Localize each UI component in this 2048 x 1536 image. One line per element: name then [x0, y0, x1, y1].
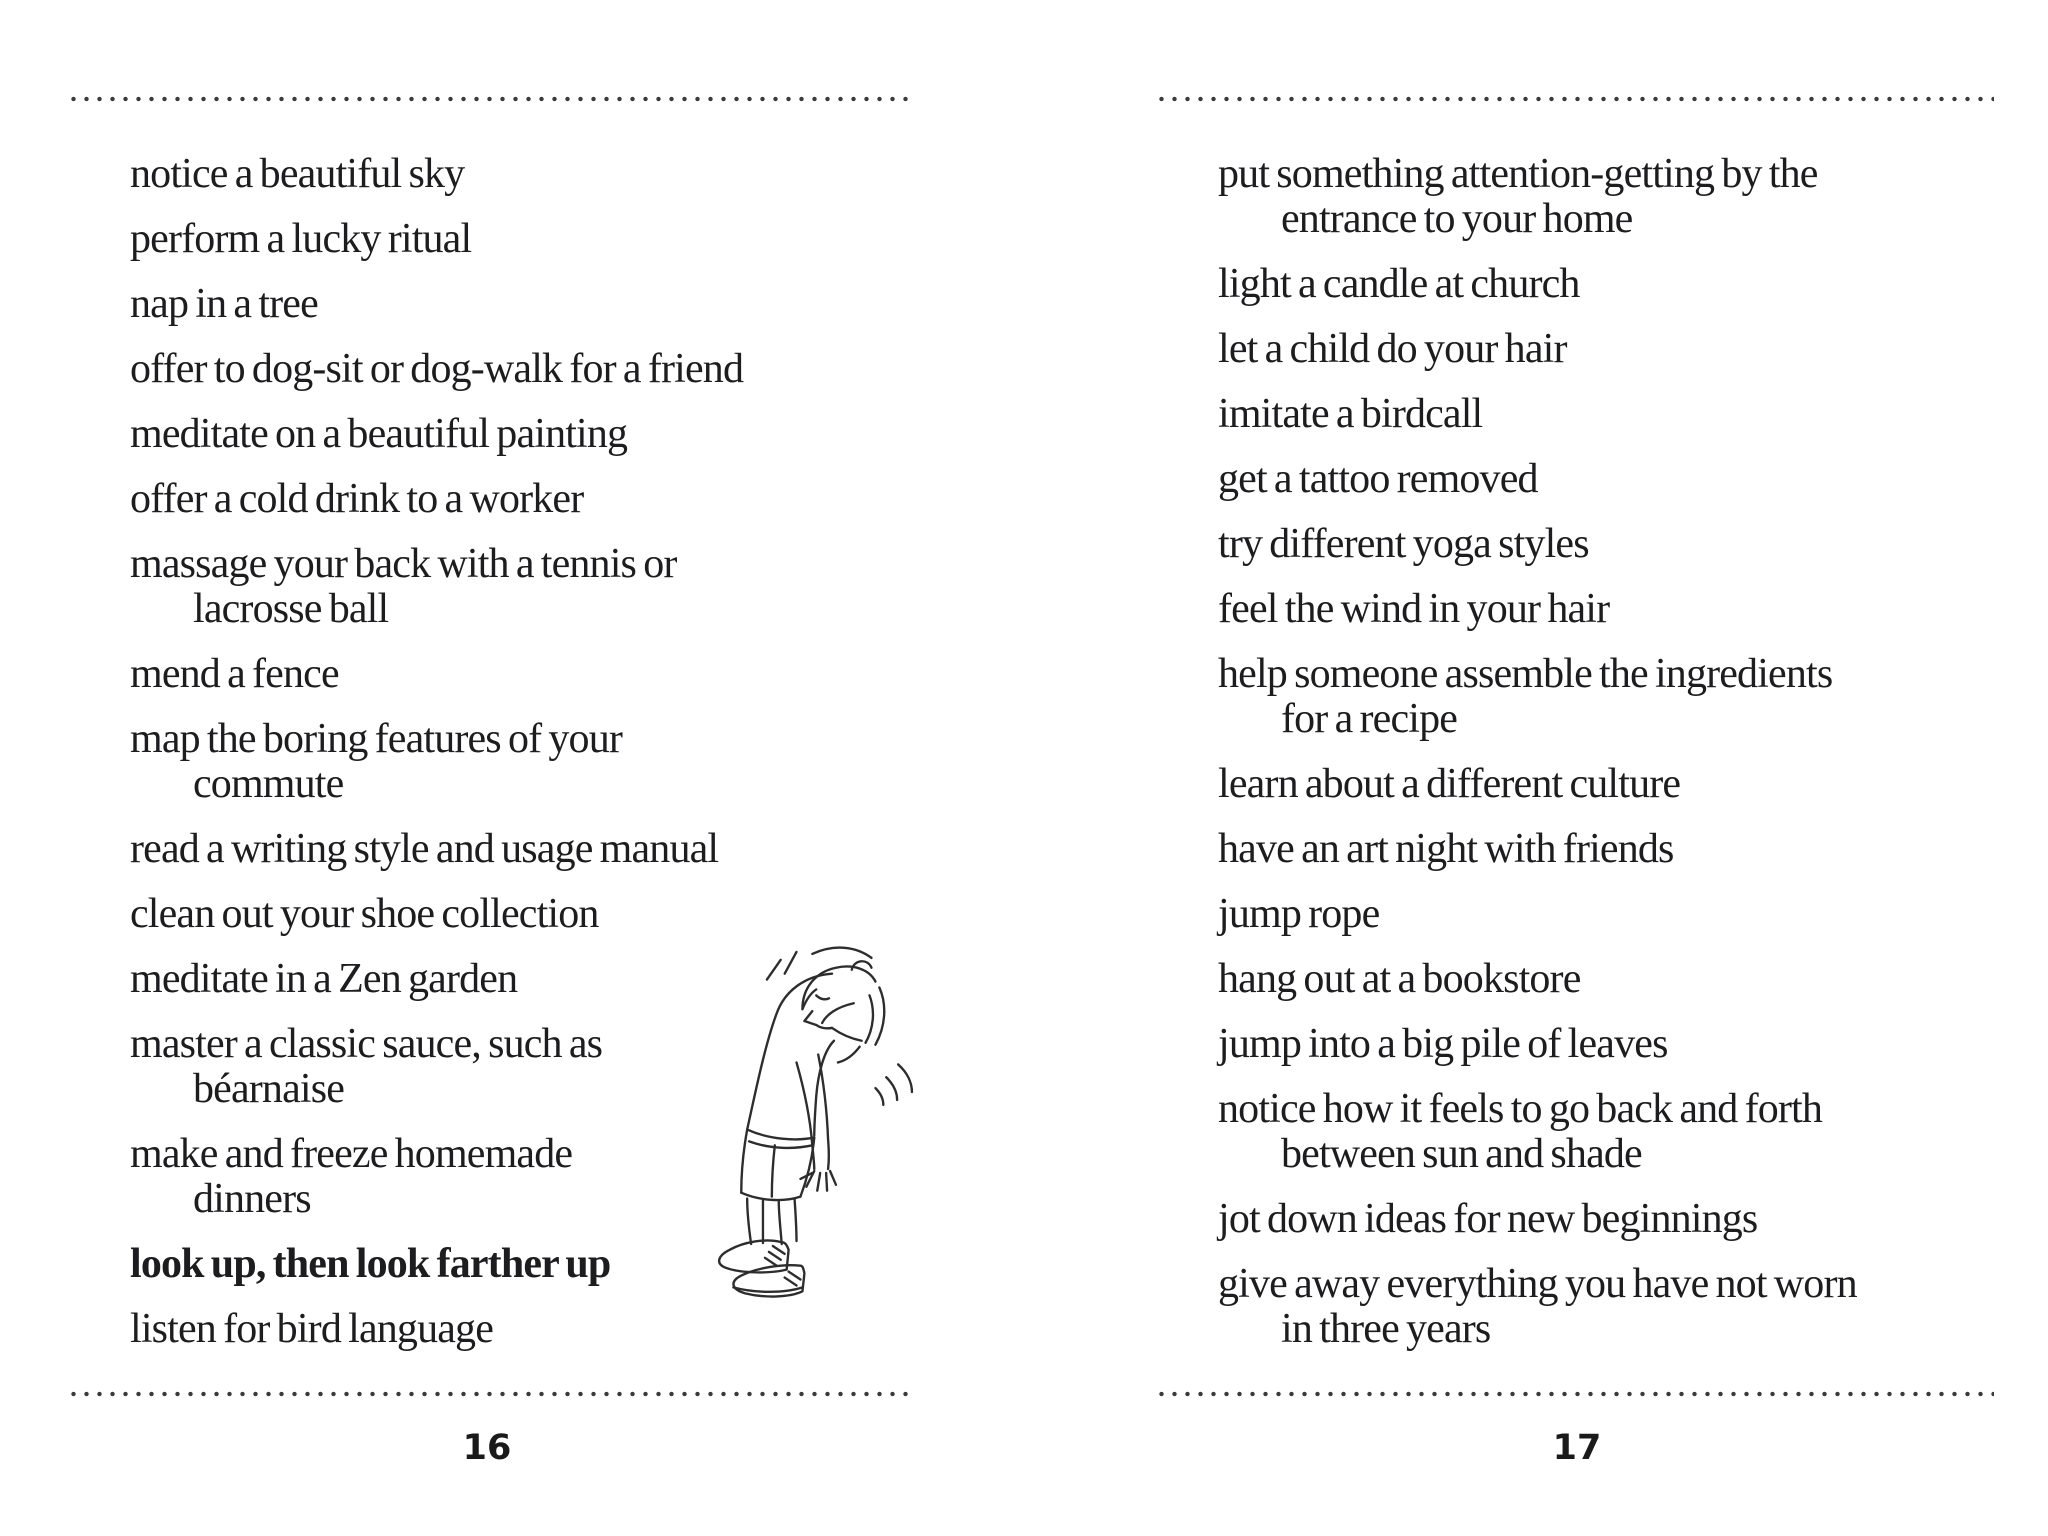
activity-item: [1218, 1197, 2018, 1242]
activity-line: in three years: [1281, 1306, 1491, 1352]
person-bending-illustration: [686, 936, 982, 1331]
hair-strands: [875, 987, 884, 1044]
activity-line: entrance to your home: [1281, 196, 1633, 242]
page-number-left: 16: [462, 1428, 512, 1468]
activity-line: mend a fence: [130, 651, 339, 697]
dotted-rule-top-right: [1155, 96, 1994, 102]
activity-item: [130, 827, 930, 872]
activity-item: [1218, 892, 2018, 937]
activity-item: [130, 217, 930, 262]
activity-line: let a child do your hair: [1218, 326, 1567, 372]
activity-line: for a recipe: [1281, 696, 1458, 742]
activity-item: [1218, 652, 2018, 742]
activity-item: [1218, 262, 2018, 307]
activity-line: give away everything you have not worn: [1218, 1261, 1857, 1307]
activity-line: map the boring features of your: [130, 716, 623, 762]
activity-line: make and freeze homemade: [130, 1131, 573, 1177]
activity-item: [1218, 392, 2018, 437]
activity-item: [130, 347, 930, 392]
activity-line: lacrosse ball: [193, 586, 389, 632]
activity-line: try different yoga styles: [1218, 521, 1589, 567]
activity-line: perform a lucky ritual: [130, 216, 472, 262]
activity-line: master a classic sauce, such as: [130, 1021, 603, 1067]
activity-line: get a tattoo removed: [1218, 456, 1538, 502]
activity-item: [1218, 327, 2018, 372]
activity-item: [130, 412, 930, 457]
activity-item: [1218, 957, 2018, 1002]
dotted-rule-top-left: [67, 96, 913, 102]
activity-item: [1218, 1087, 2018, 1177]
activity-item: [1218, 152, 2018, 242]
dotted-rule-bottom-right: [1155, 1391, 1994, 1397]
activity-line: read a writing style and usage manual: [130, 826, 719, 872]
activity-line: dinners: [193, 1176, 311, 1222]
shorts: [741, 1130, 747, 1193]
activity-line: learn about a different culture: [1218, 761, 1681, 807]
activity-item: [130, 477, 930, 522]
motion-lines: [767, 960, 781, 980]
activity-line: offer a cold drink to a worker: [130, 476, 584, 522]
activity-line: feel the wind in your hair: [1218, 586, 1610, 632]
activity-line: commute: [193, 761, 344, 807]
activity-item: [1218, 522, 2018, 567]
activity-item: [130, 542, 930, 632]
activity-line: imitate a birdcall: [1218, 391, 1483, 437]
activity-line: massage your back with a tennis or: [130, 541, 677, 587]
activity-line: between sun and shade: [1281, 1131, 1642, 1177]
page-number-right: 17: [1552, 1428, 1602, 1468]
dotted-rule-bottom-left: [67, 1391, 913, 1397]
activity-line: have an art night with friends: [1218, 826, 1674, 872]
activity-line: jump into a big pile of leaves: [1218, 1021, 1668, 1067]
activity-item: [1218, 457, 2018, 502]
activity-item: [1218, 1022, 2018, 1067]
activity-line: help someone assemble the ingredients: [1218, 651, 1833, 697]
activity-item: [130, 152, 930, 197]
activity-line: béarnaise: [193, 1066, 345, 1112]
activity-item: [130, 652, 930, 697]
activity-line: look up, then look farther up: [130, 1241, 611, 1287]
activity-line: jump rope: [1218, 891, 1380, 937]
activity-line: nap in a tree: [130, 281, 318, 327]
activity-line: hang out at a bookstore: [1218, 956, 1581, 1002]
activity-line: offer to dog-sit or dog-walk for a friend: [130, 346, 744, 392]
activity-line: notice a beautiful sky: [130, 151, 465, 197]
activity-line: put something attention-getting by the: [1218, 151, 1818, 197]
head-outline: [802, 967, 875, 1010]
activity-item: [130, 892, 930, 937]
activity-line: jot down ideas for new beginnings: [1218, 1196, 1758, 1242]
legs: [747, 1199, 751, 1244]
activity-line: listen for bird language: [130, 1306, 493, 1352]
activity-line: meditate on a beautiful painting: [130, 411, 628, 457]
sneakers: [719, 1240, 788, 1272]
activity-line: notice how it feels to go back and forth: [1218, 1086, 1823, 1132]
activity-item: [1218, 827, 2018, 872]
activity-line: light a candle at church: [1218, 261, 1580, 307]
activity-item: [1218, 587, 2018, 632]
activity-line: clean out your shoe collection: [130, 891, 599, 937]
activity-item: [1218, 762, 2018, 807]
activity-list-right: [1218, 152, 2018, 1372]
activity-item: [130, 282, 930, 327]
activity-item: [130, 717, 930, 807]
activity-item: [1218, 1262, 2018, 1352]
activity-line: meditate in a Zen garden: [130, 956, 518, 1002]
